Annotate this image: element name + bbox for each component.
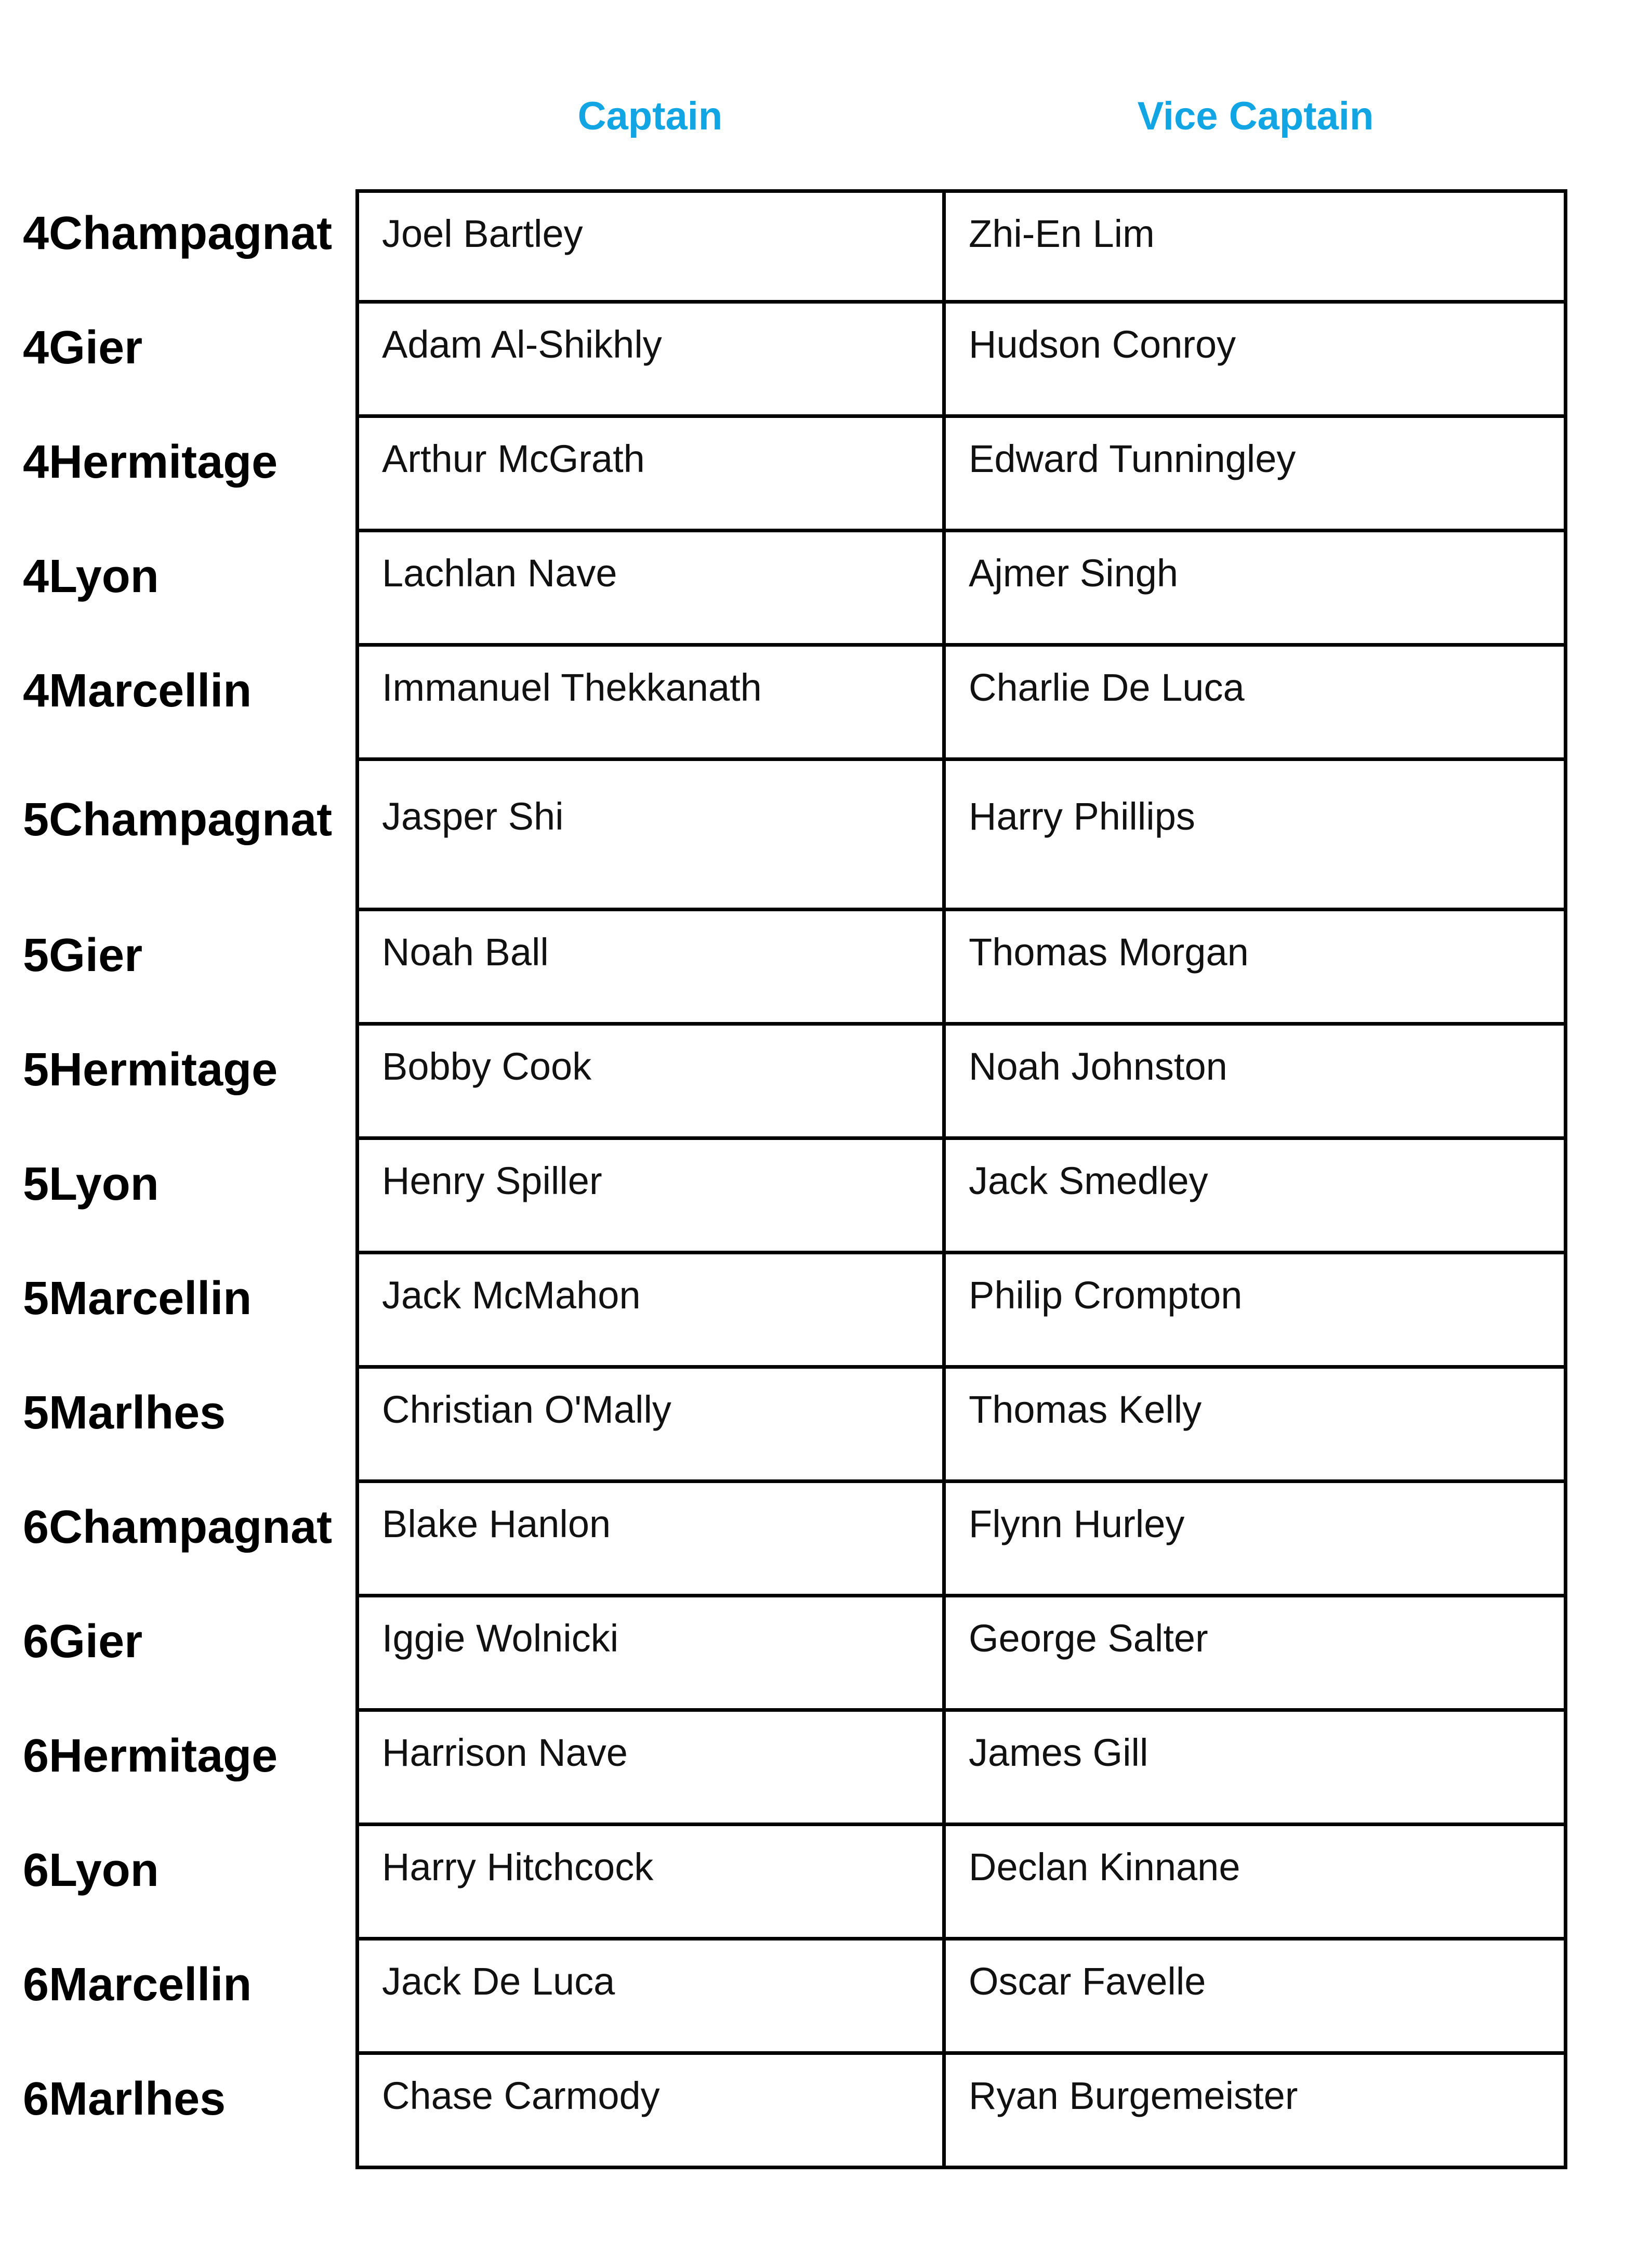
vice-captain-column-header: Vice Captain [1137,94,1374,138]
table-row [23,1941,1567,2055]
vice-captain-cell: Thomas Morgan [942,908,1567,1026]
house-label: 6Gier [23,1616,143,1668]
captain-cell: Chase Carmody [355,2051,946,2169]
house-label: 4Marcellin [23,665,252,717]
vice-captain-cell: Oscar Favelle [942,1937,1567,2055]
captain-cell: Iggie Wolnicki [355,1594,946,1712]
table-row [23,1140,1567,1254]
house-label: 6Hermitage [23,1730,278,1782]
captain-cell: Lachlan Nave [355,529,946,647]
table-row [23,761,1567,911]
captain-cell: Arthur McGrath [355,414,946,532]
captain-cell: Noah Ball [355,908,946,1026]
captain-cell: Christian O'Mally [355,1365,946,1483]
table-row [23,1483,1567,1597]
house-label: 5Champagnat [23,794,333,846]
vice-captain-cell: Flynn Hurley [942,1479,1567,1597]
house-label: 5Marlhes [23,1387,226,1439]
table-row [23,1597,1567,1712]
vice-captain-cell: Ajmer Singh [942,529,1567,647]
captain-cell: Jasper Shi [355,757,946,911]
house-label: 5Marcellin [23,1273,252,1325]
table-row [23,189,1567,304]
house-label: 4Lyon [23,550,159,602]
vice-captain-cell: Jack Smedley [942,1136,1567,1254]
house-label: 4Gier [23,322,143,374]
vice-captain-cell: Harry Phillips [942,757,1567,911]
vice-captain-cell: Hudson Conroy [942,300,1567,418]
house-label: 6Marcellin [23,1959,252,2011]
house-label: 5Gier [23,929,143,981]
captain-cell: Adam Al-Shikhly [355,300,946,418]
vice-captain-cell: Noah Johnston [942,1022,1567,1140]
vice-captain-cell: Thomas Kelly [942,1365,1567,1483]
house-label: 6Marlhes [23,2073,226,2125]
table-row [23,1254,1567,1369]
captain-cell: Harrison Nave [355,1708,946,1826]
vice-captain-cell: Edward Tunningley [942,414,1567,532]
table-row [23,304,1567,418]
vice-captain-cell: Declan Kinnane [942,1823,1567,1941]
table-row [23,1712,1567,1826]
captain-cell: Harry Hitchcock [355,1823,946,1941]
captain-cell: Jack McMahon [355,1251,946,1369]
captain-cell: Blake Hanlon [355,1479,946,1597]
house-label: 6Champagnat [23,1501,333,1553]
captain-cell: Henry Spiller [355,1136,946,1254]
vice-captain-cell: Zhi-En Lim [942,189,1567,304]
captain-cell: Immanuel Thekkanath [355,643,946,761]
captain-cell: Bobby Cook [355,1022,946,1140]
captain-cell: Joel Bartley [355,189,946,304]
captain-cell: Jack De Luca [355,1937,946,2055]
table-row [23,418,1567,532]
table-row [23,1826,1567,1941]
vice-captain-cell: George Salter [942,1594,1567,1712]
captains-table [23,189,1567,2169]
house-label: 4Champagnat [23,207,333,259]
table-row [23,647,1567,761]
table-row [23,1026,1567,1140]
table-row [23,1369,1567,1483]
house-label: 4Hermitage [23,436,278,488]
vice-captain-cell: James Gill [942,1708,1567,1826]
vice-captain-cell: Philip Crompton [942,1251,1567,1369]
house-label: 5Lyon [23,1158,159,1210]
captain-column-header: Captain [577,94,723,138]
house-label: 5Hermitage [23,1044,278,1096]
table-row [23,532,1567,647]
table-row [23,911,1567,1026]
vice-captain-cell: Charlie De Luca [942,643,1567,761]
vice-captain-cell: Ryan Burgemeister [942,2051,1567,2169]
house-label: 6Lyon [23,1844,159,1896]
table-row [23,2055,1567,2169]
